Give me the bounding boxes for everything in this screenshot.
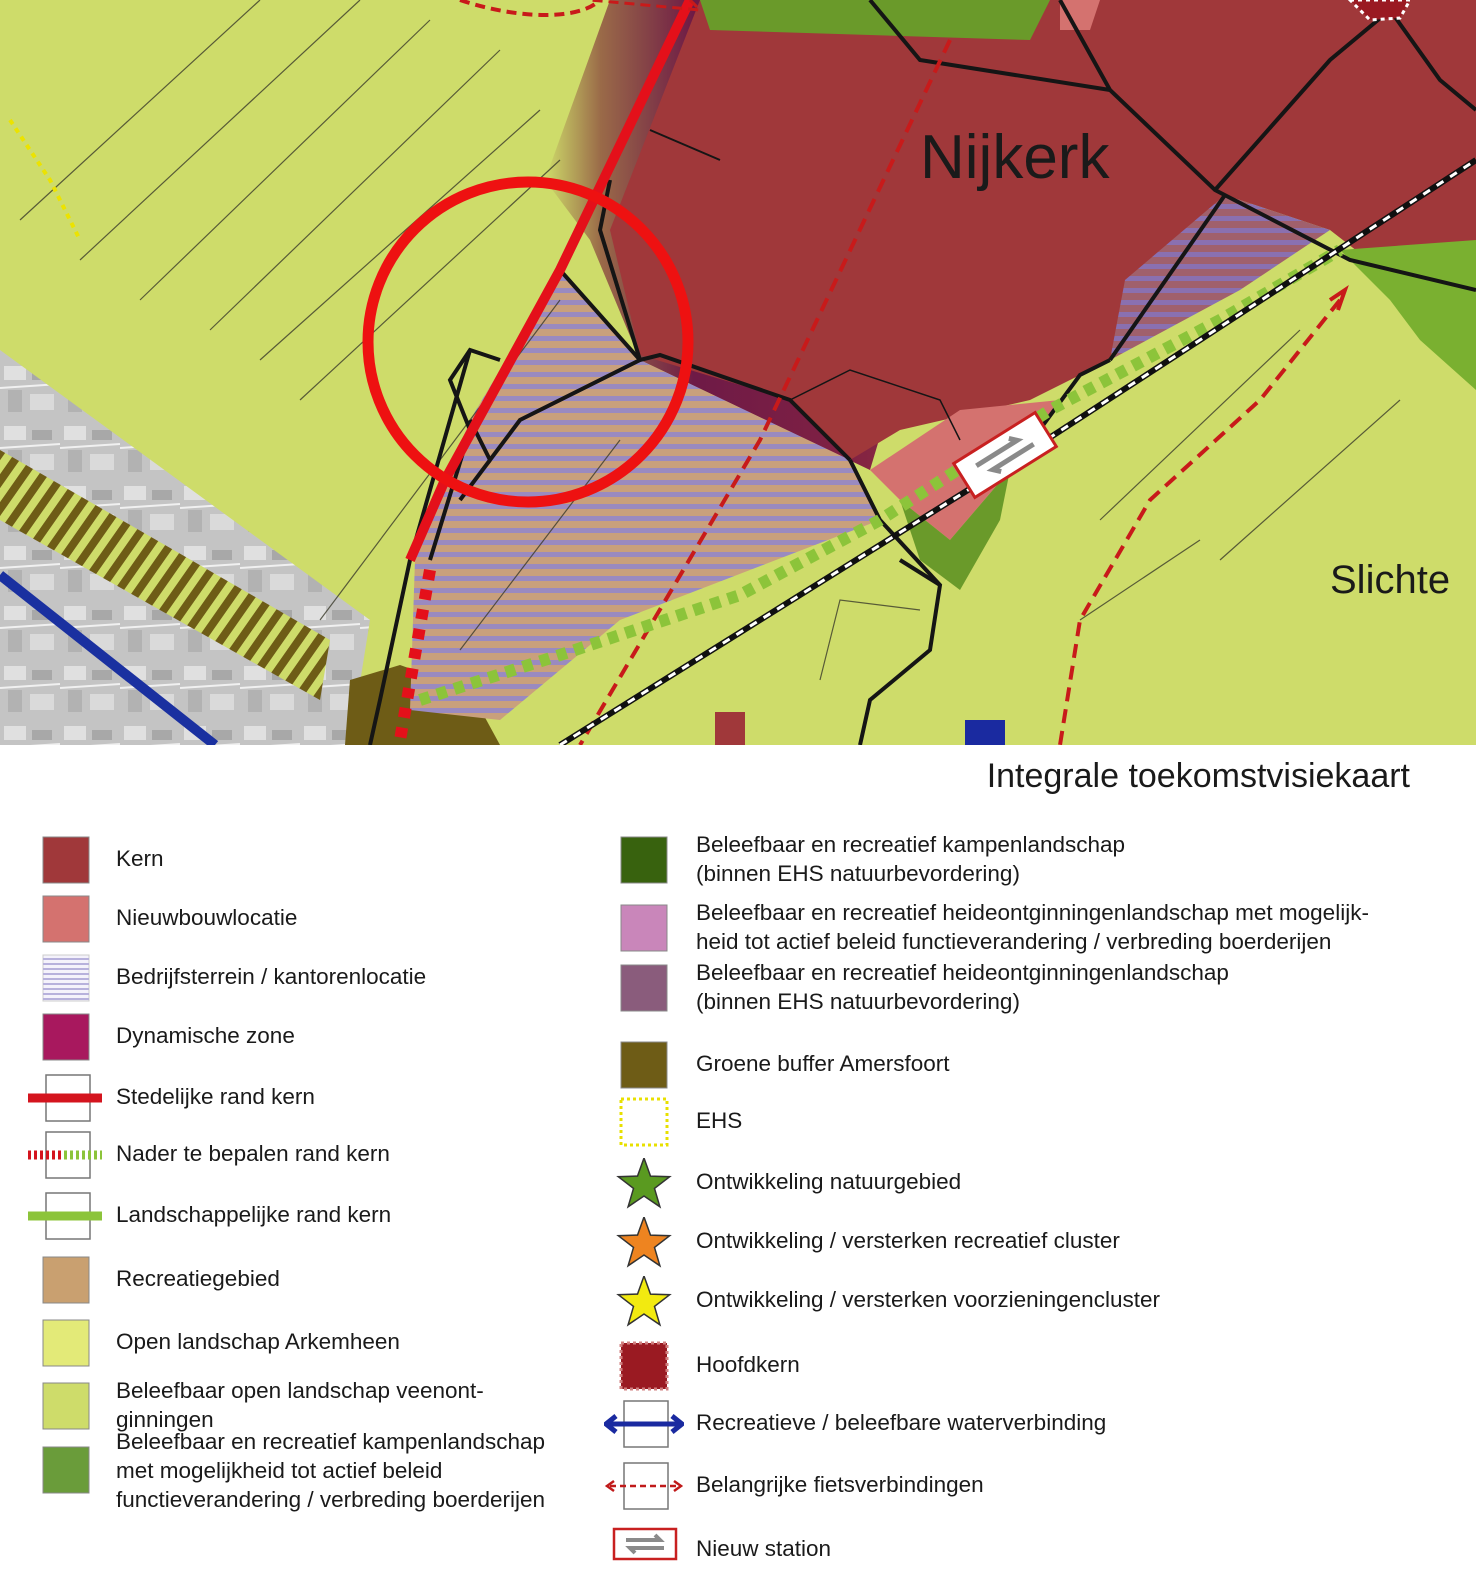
legend-label-line: Bedrijfsterrein / kantorenlocatie	[116, 964, 427, 989]
legend-label-line: met mogelijkheid tot actief beleid	[116, 1458, 443, 1483]
legend-symbol-kampenlandschap-ehs	[604, 835, 684, 890]
legend-label-landschappelijke-rand	[116, 1200, 391, 1229]
legend-label-nader-te-bepalen-rand	[116, 1139, 390, 1168]
legend-label-line: Beleefbaar en recreatief heideontginningenlandschap	[696, 960, 1229, 985]
legend-label-heide-actief	[696, 898, 1369, 956]
legend-symbol-heide-ehs	[604, 963, 684, 1018]
legend-symbol-hoofdkern	[604, 1341, 684, 1396]
legend-label-line: Nieuwbouwlocatie	[116, 905, 298, 930]
place-label-nijkerk: Nijkerk	[920, 123, 1110, 192]
legend-label-voorzieningencluster	[696, 1285, 1160, 1314]
legend-symbol-stedelijke-rand	[26, 1073, 106, 1128]
legend-label-line: Beleefbaar en recreatief kampenlandschap	[116, 1429, 546, 1454]
legend-label-line: heid tot actief beleid functieverandering / verbreding boerderijen	[696, 929, 1332, 954]
legend-symbol-fietsverbindingen	[604, 1461, 684, 1516]
legend-symbol-recreatief-cluster-star-icon	[604, 1217, 684, 1276]
legend-label-nieuwbouwlocatie	[116, 903, 297, 932]
legend-label-line: Nieuw station	[696, 1536, 832, 1561]
legend-label-bedrijfsterrein	[116, 962, 426, 991]
legend-label-heide-ehs	[696, 958, 1229, 1016]
legend-symbol-nieuw-station-station-icon	[604, 1525, 684, 1570]
legend-label-line: Nader te bepalen rand kern	[116, 1141, 390, 1166]
legend-label-line: (binnen EHS natuurbevordering)	[696, 861, 1020, 886]
legend-symbol-bedrijfsterrein	[26, 953, 106, 1008]
legend-label-line: Ontwikkeling natuurgebied	[696, 1169, 962, 1194]
legend-label-natuurgebied	[696, 1167, 961, 1196]
legend-label-line: Kern	[116, 846, 164, 871]
legend-label-recreatief-cluster	[696, 1226, 1120, 1255]
legend-symbol-heide-actief	[604, 903, 684, 958]
legend-label-line: Beleefbaar open landschap veenont-	[116, 1378, 484, 1403]
legend-label-line: Ontwikkeling / versterken voorzieningencluster	[696, 1287, 1160, 1312]
legend-label-line: Beleefbaar en recreatief heideontginningenlandschap met mogelijk-	[696, 900, 1369, 925]
legend-label-waterverbinding	[696, 1408, 1106, 1437]
legend-label-line: ginningen	[116, 1407, 214, 1432]
kern-patch	[715, 712, 745, 745]
legend-symbol-nieuwbouwlocatie	[26, 894, 106, 949]
legend-label-recreatiegebied	[116, 1264, 280, 1293]
legend-label-line: functieverandering / verbreding boerderijen	[116, 1487, 546, 1512]
legend-label-open-landschap-veen	[116, 1376, 484, 1434]
legend-label-line: Stedelijke rand kern	[116, 1084, 315, 1109]
legend-symbol-groene-buffer	[604, 1040, 684, 1095]
legend-label-kampenlandschap-ehs	[696, 830, 1125, 888]
legend-label-line: Ontwikkeling / versterken recreatief cluster	[696, 1228, 1120, 1253]
legend-symbol-natuurgebied-star-icon	[604, 1158, 684, 1217]
legend-label-groene-buffer	[696, 1049, 949, 1078]
legend-label-line: Recreatieve / beleefbare waterverbinding	[696, 1410, 1107, 1435]
map-area[interactable]	[0, 0, 1476, 745]
legend-label-line: Dynamische zone	[116, 1023, 295, 1048]
legend-symbol-landschappelijke-rand	[26, 1191, 106, 1246]
place-label-slichtenhorst: Slichte	[1330, 558, 1451, 602]
legend-label-hoofdkern	[696, 1350, 800, 1379]
legend-symbol-ehs	[604, 1097, 684, 1152]
legend-label-line: Groene buffer Amersfoort	[696, 1051, 950, 1076]
legend-panel	[0, 745, 1476, 1590]
legend-label-kampenlandschap-actief	[116, 1427, 545, 1514]
legend-label-line: Landschappelijke rand kern	[116, 1202, 392, 1227]
legend-symbol-recreatiegebied	[26, 1255, 106, 1310]
legend-label-line: Beleefbaar en recreatief kampenlandschap	[696, 832, 1126, 857]
legend-label-stedelijke-rand	[116, 1082, 315, 1111]
water-patch	[965, 720, 1005, 745]
legend-symbol-voorzieningencluster-star-icon	[604, 1276, 684, 1335]
legend-symbol-open-landschap-arkemheen	[26, 1318, 106, 1373]
legend-label-nieuw-station	[696, 1534, 831, 1563]
legend-label-line: Recreatiegebied	[116, 1266, 280, 1291]
legend-label-line: Hoofdkern	[696, 1352, 800, 1377]
legend-label-line: (binnen EHS natuurbevordering)	[696, 989, 1020, 1014]
legend-label-ehs	[696, 1106, 742, 1135]
legend-symbol-waterverbinding	[604, 1399, 684, 1454]
legend-label-line: Open landschap Arkemheen	[116, 1329, 400, 1354]
map-canvas	[0, 0, 1476, 745]
legend-label-open-landschap-arkemheen	[116, 1327, 400, 1356]
legend-symbol-nader-te-bepalen-rand	[26, 1130, 106, 1185]
legend-label-line: Belangrijke fietsverbindingen	[696, 1472, 984, 1497]
legend-symbol-kampenlandschap-actief	[26, 1445, 106, 1500]
legend-label-dynamische-zone	[116, 1021, 295, 1050]
legend-symbol-kern	[26, 835, 106, 890]
legend-label-line: EHS	[696, 1108, 743, 1133]
legend-label-fietsverbindingen	[696, 1470, 984, 1499]
legend-symbol-dynamische-zone	[26, 1012, 106, 1067]
legend-title: Integrale toekomstvisiekaart	[986, 757, 1410, 795]
legend-label-kern	[116, 844, 164, 873]
legend-symbol-open-landschap-veen	[26, 1381, 106, 1436]
